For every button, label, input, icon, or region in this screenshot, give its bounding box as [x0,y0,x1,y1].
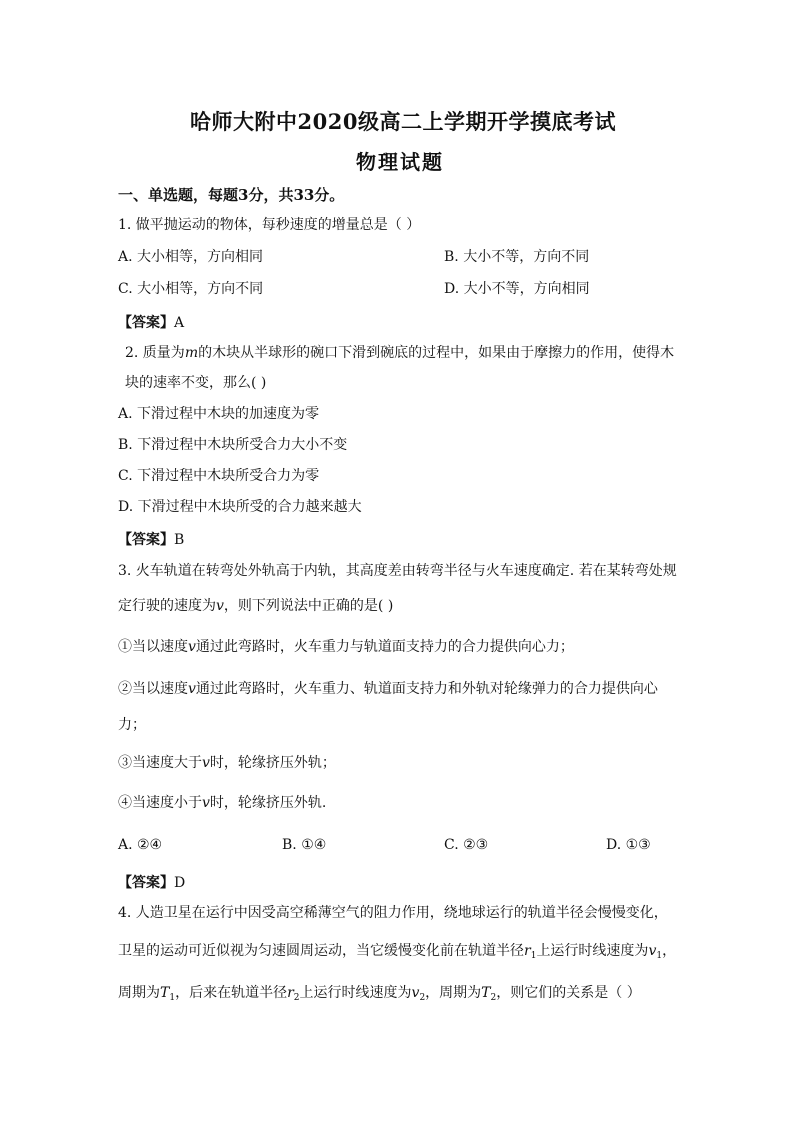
q3-statement-4 [118,794,326,812]
q4-stem-line2 [118,942,676,965]
q2-option-b: B. 下滑过程中木块所受合力大小不变 [118,437,348,453]
speed-symbol: v [188,639,196,655]
q3-option-b: B. ①④ [282,837,327,853]
speed-symbol: v [411,985,420,1001]
statement-end: 时，轮缘挤压外轨. [209,795,327,811]
q2-answer [118,529,184,549]
q1-option-b: B. 大小不等，方向不同 [444,249,590,265]
speed-symbol: v [202,755,210,771]
radius-symbol: r [524,943,531,959]
q3-option-d: D. ①③ [606,837,651,853]
q3-stem-line2 [118,597,393,615]
period-symbol: T [481,985,491,1001]
q4-text: ，则它们的关系是（ ） [496,985,641,1001]
subscript: 2 [490,993,497,1003]
q1-answer [118,312,184,332]
statement-start: ②当以速度 [118,681,188,697]
statement-start: ③当速度大于 [118,755,202,771]
q4-text: ， [662,943,677,959]
statement-start: ①当以速度 [118,639,188,655]
q1-option-c: C. 大小相等，方向不同 [118,281,264,297]
subscript: 1 [656,951,663,961]
q1-option-a: A. 大小相等，方向相同 [118,249,264,265]
q3-stem-line1: 3. 火车轨道在转弯处外轨高于内轨，其高度差由转弯半径与火车速度确定. 若在某转弯处规 [118,563,677,579]
subscript: 2 [293,993,300,1003]
subscript: 2 [419,993,426,1003]
statement-end: 时，轮缘挤压外轨； [209,755,336,771]
q3-answer [118,872,185,892]
subscript: 1 [169,993,176,1003]
q3-option-a: A. ②④ [118,837,163,853]
q3-stem-line2-start: 定行驶的速度为 [118,598,216,614]
mass-symbol: m [184,345,199,361]
speed-symbol: v [648,943,657,959]
q1-stem: 1. 做平抛运动的物体，每秒速度的增量总是（ ） [118,217,421,233]
speed-symbol: v [202,795,210,811]
q2-stem-line1 [125,344,674,362]
exam-title: 哈师大附中2020级高二上学期开学摸底考试 [190,109,616,134]
q4-text: 上运行时线速度为 [536,943,649,959]
subscript: 1 [530,951,537,961]
q4-stem-line1: 4. 人造卫星在运行中因受高空稀薄空气的阻力作用，绕地球运行的轨道半径会慢慢变化， [118,905,668,921]
statement-end: 通过此弯路时，火车重力、轨道面支持力和外轨对轮缘弹力的合力提供向心 [195,681,658,697]
answer-label: 【答案】 [118,875,174,891]
answer-value: D [174,875,186,891]
speed-symbol: v [188,681,196,697]
statement-start: ④当速度小于 [118,795,202,811]
q3-option-c: C. ②③ [444,837,489,853]
q2-option-a: A. 下滑过程中木块的加速度为零 [118,406,320,422]
q2-stem-start: 2. 质量为 [125,345,185,361]
answer-value: B [174,532,185,548]
speed-symbol: v [216,598,224,614]
q4-text: ，周期为 [425,985,482,1001]
q3-statement-2 [118,680,658,698]
q3-statement-1 [118,638,574,656]
q1-option-d: D. 大小不等，方向相同 [444,281,590,297]
q4-text: 周期为 [118,985,160,1001]
q3-statement-2-cont: 力； [118,717,146,733]
exam-subtitle: 物理试题 [356,150,444,174]
section-heading: 一、单选题，每题3分，共33分。 [118,186,345,204]
period-symbol: T [160,985,170,1001]
q2-stem-rest: 的木块从半球形的碗口下滑到碗底的过程中，如果由于摩擦力的作用，使得木 [198,345,675,361]
q2-option-d: D. 下滑过程中木块所受的合力越来越大 [118,499,362,515]
q3-statement-3 [118,754,336,772]
statement-end: 通过此弯路时，火车重力与轨道面支持力的合力提供向心力； [195,639,574,655]
q4-text: 卫星的运动可近似视为匀速圆周运动，当它缓慢变化前在轨道半径 [118,943,524,959]
answer-value: A [174,315,185,331]
answer-label: 【答案】 [118,532,174,548]
answer-label: 【答案】 [118,315,174,331]
q2-stem-line2: 块的速率不变，那么( ) [125,375,267,391]
q4-text: 上运行时线速度为 [299,985,412,1001]
radius-symbol: r [287,985,294,1001]
q4-stem-line3 [118,984,641,1007]
q3-stem-line2-end: ，则下列说法中正确的是( ) [223,598,394,614]
q4-text: ，后来在轨道半径 [175,985,288,1001]
q2-option-c: C. 下滑过程中木块所受合力为零 [118,468,320,484]
